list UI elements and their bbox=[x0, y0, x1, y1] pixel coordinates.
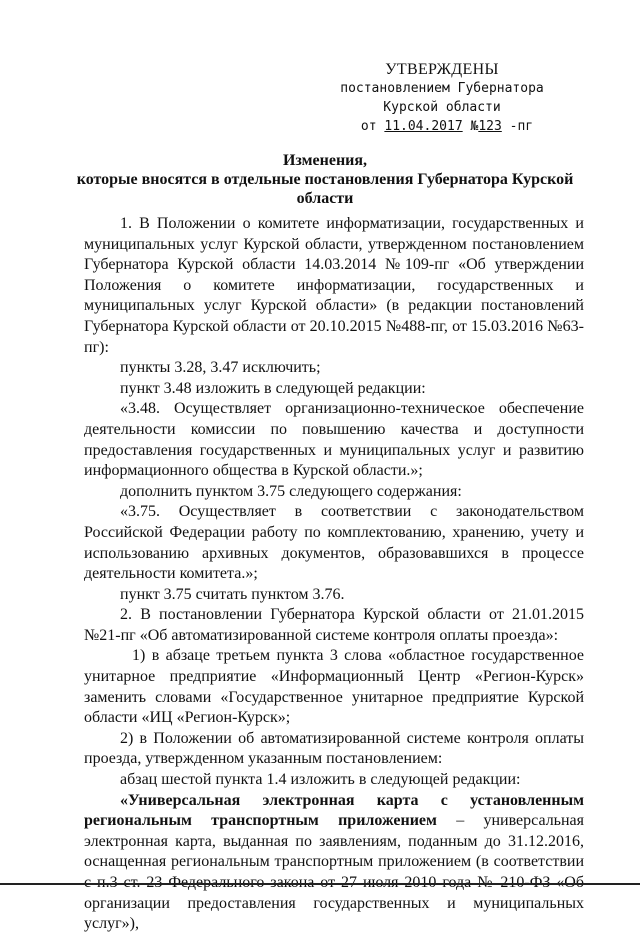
approval-date-line bbox=[332, 117, 562, 136]
paragraph-1: 1. В Положении о комитете информатизации, государственных и муниципальных услуг Курской области, утвержденном постановлением Губернатора Курской области 14.03.2014 №109-пг «Об утверждении Положения о комитете информатизации, государственных и муниципальных услуг Курской области» (в редакции постановлений Губернатора Курской области от 20.10.2015 №488-пг, от 15.03.2016 №63-пг): bbox=[84, 215, 584, 356]
approval-number: 123 bbox=[478, 119, 502, 134]
paragraph-5: дополнить пунктом 3.75 следующего содержания: bbox=[120, 482, 462, 500]
paragraph-11: абзац шестой пункта 1.4 изложить в следующей редакции: bbox=[120, 771, 521, 789]
page-bottom-edge bbox=[0, 883, 640, 885]
paragraph-9: 1) в абзаце третьем пункта 3 слова «областное государственное унитарное предприятие «Информационный Центр «Регион-Курск» заменить словами «Государственное унитарное предприятие Курской области «ИЦ «Регион-Курск»; bbox=[84, 647, 584, 727]
approved-heading: УТВЕРЖДЕНЫ bbox=[385, 61, 499, 78]
approval-date: 11.04.2017 bbox=[384, 119, 463, 134]
title-line-3: области bbox=[296, 190, 354, 207]
paragraph-2: пункты 3.28, 3.47 исключить; bbox=[120, 359, 321, 377]
definition-term: «Универсальная электронная карта с установленным региональным транспортным приложением bbox=[84, 791, 584, 830]
paragraph-3: пункт 3.48 изложить в следующей редакции: bbox=[120, 379, 426, 397]
definition-text: – универсальная электронная карта, выданная по заявлениям, поданным до 31.12.2016, оснащенная региональным транспортным приложением (в соответствии организации предоставления государственных и муниципальных услуг»), bbox=[84, 812, 584, 933]
paragraph-6: «3.75. Осуществляет в соответствии с законодательством Российской Федерации работу по комплектованию, хранению, учету и использованию архивных документов, образовавшихся в процессе деятельности комитета.»; bbox=[84, 503, 584, 583]
approved-by-line: постановлением Губернатора bbox=[340, 81, 544, 96]
approved-region-line: Курской области bbox=[383, 100, 501, 115]
paragraph-12 bbox=[84, 791, 584, 935]
paragraph-8: 2. В постановлении Губернатора Курской области от 21.01.2015 №21-пг «Об автоматизированной системе контроля оплаты проезда»: bbox=[84, 606, 584, 644]
number-suffix: -пг bbox=[509, 119, 534, 134]
paragraph-7: пункт 3.75 считать пунктом 3.76. bbox=[120, 585, 345, 603]
date-prefix: от bbox=[360, 119, 377, 134]
number-prefix: № bbox=[470, 119, 479, 134]
title-line-1: Изменения, bbox=[282, 152, 368, 169]
document-body bbox=[84, 214, 584, 935]
title-line-2: которые вносятся в отдельные постановления Губернатора Курской bbox=[76, 171, 574, 188]
approval-stamp bbox=[322, 60, 562, 136]
paragraph-4: «3.48. Осуществляет организационно-техническое обеспечение деятельности комиссии по повышению качества и доступности предоставления государственных и муниципальных услуг и развитию информационного общества в Курской области.»; bbox=[84, 400, 584, 480]
paragraph-10: 2) в Положении об автоматизированной системе контроля оплаты проезда, утвержденном указанным постановлением: bbox=[84, 729, 584, 768]
document-title bbox=[65, 151, 585, 208]
